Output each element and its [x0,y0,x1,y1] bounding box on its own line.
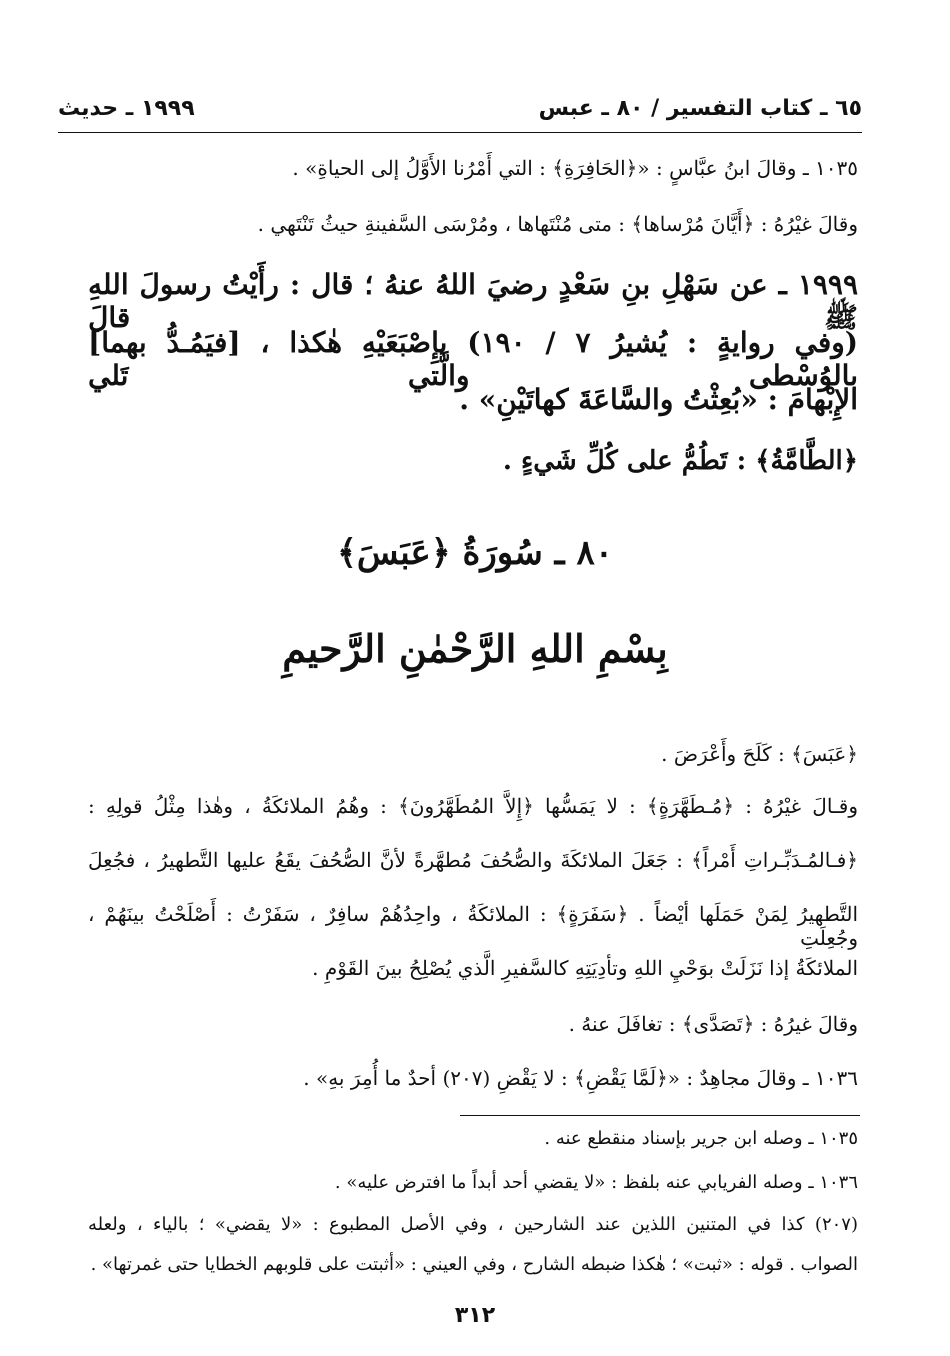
basmala: بِسْمِ اللهِ الرَّحْمٰنِ الرَّحيمِ [282,626,668,671]
header-chapter: ٦٥ ـ كتاب التفسير / ٨٠ ـ عبس [538,96,862,121]
footnote: (٢٠٧) كذا في المتنين اللذين عند الشارحين ، وفي الأصل المطبوع : «لا يقضي» ؛ بالياء ، ولعله [88,1214,858,1235]
text-line: التَّطهيرُ لِمَنْ حَمَلَها أيْضاً . ﴿سَفَرَةٍ﴾ : الملائكَةُ ، واحِدُهُمْ سافِرٌ ، سَفَرْتُ : أَصْلَحْتُ بينَهُمْ ، وجُعِلَتِ [88,902,858,950]
text-line: ١٠٣٥ ـ وقالَ ابنُ عبَّاسٍ : «﴿الحَافِرَةِ﴾ : التي أَمْرُنا الأَوَّلُ إلى الحياةِ» . [292,156,858,180]
header-hadith-number: ١٩٩٩ ـ حديث [58,96,195,121]
footnote: ١٠٣٦ ـ وصله الفريابي عنه بلفظ : «لا يقضي أحد أبداً ما افترض عليه» . [334,1172,858,1193]
footnote: الصواب . قوله : «ثبت» ؛ هٰكذا ضبطه الشارح ، وفي العيني : «أثبتت على قلوبهم الخطايا حتى غمرتها» . [90,1254,858,1275]
text-line: وقالَ غيرُهُ : ﴿تَصَدَّى﴾ : تغافَلَ عنهُ . [568,1012,858,1036]
text-line: الملائكَةُ إذا نَزَلَتْ بوَحْيِ اللهِ وتأدِيَتِهِ كالسَّفيرِ الَّذي يُصْلِحُ بينَ القَوْمِ . [312,956,858,980]
hadith-line: الإِبْهامَ : «بُعِثْتُ والسَّاعَةَ كهاتَيْنِ» . [459,383,858,416]
hadith-line: ١٩٩٩ ـ عن سَهْلِ بنِ سَعْدٍ رضيَ اللهُ عنهُ ؛ قال : رأَيْتُ رسولَ اللهِ ﷺ قالَ [88,268,858,334]
text-line: ﴿عَبَسَ﴾ : كَلَحَ وأَعْرَضَ . [661,742,858,766]
text-line: وقـالَ غيْرُهُ : ﴿مُـطَهَّرَةٍ﴾ : لا يَمَسُّها ﴿إِلاَّ المُطَهَّرُونَ﴾ : وهُمُ الملائكَةُ ، وهٰذا مِثْلُ قولِهِ : [88,794,858,818]
text-line: وقالَ غيْرُهُ : ﴿أَيَّانَ مُرْساها﴾ : متى مُنْتَهاها ، ومُرْسَى السَّفينةِ حيثُ تَنْتَهي . [257,212,858,236]
text-line: ١٠٣٦ ـ وقالَ مجاهِدٌ : «﴿لَمَّا يَقْضِ﴾ : لا يَقْضِ (٢٠٧) أحدٌ ما أُمِرَ بهِ» . [303,1066,858,1090]
hadith-line: ﴿الطَّامَّةُ﴾ : تَطُمُّ على كُلِّ شَيءٍ . [502,446,858,476]
running-header [58,92,862,133]
surah-title: ٨٠ ـ سُورَةُ ﴿عَبَسَ﴾ [336,533,614,573]
footnote: ١٠٣٥ ـ وصله ابن جرير بإسناد منقطع عنه . [544,1128,858,1149]
hadith-line: (وفي روايةٍ : يُشيرُ ٧ / ١٩٠) بإِصْبَعَيْهِ هٰكذا ، [فيَمُـدُّ بهما] بالوُسْطى والَّتي تَلي [88,326,858,392]
footnote-divider [460,1115,860,1116]
page-number: ٣١٢ [454,1303,496,1328]
text-line: ﴿فـالمُـدَبِّـراتِ أَمْراً﴾ : جَعَلَ الملائكَةَ والصُّحُفَ مُطهَّرةً لأنَّ الصُّحُفَ يقَعُ عليها التَّطهيرُ ، فجُعِلَ [88,848,858,872]
